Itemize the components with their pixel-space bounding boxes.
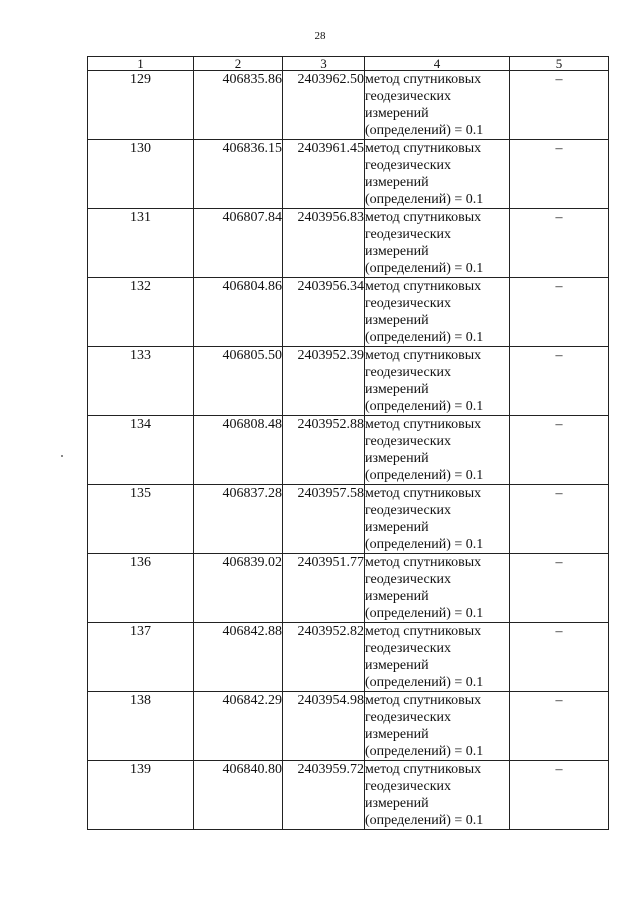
method-line: измерений [365, 313, 429, 328]
note-cell: – [510, 71, 609, 140]
method-line: метод спутниковых [365, 72, 482, 87]
method-line: геодезических [365, 158, 452, 173]
x-coordinate-cell: 406808.48 [194, 416, 283, 485]
table-row [88, 71, 609, 140]
method-cell [365, 278, 510, 347]
method-cell [365, 692, 510, 761]
y-coordinate-cell: 2403962.50 [283, 71, 365, 140]
method-cell [365, 554, 510, 623]
x-coordinate-cell: 406842.29 [194, 692, 283, 761]
note-cell: – [510, 554, 609, 623]
table-row [88, 209, 609, 278]
note-cell: – [510, 140, 609, 209]
method-line: геодезических [365, 779, 452, 794]
method-line: (определений) = 0.1 [365, 330, 484, 345]
method-line: метод спутниковых [365, 555, 482, 570]
method-line: (определений) = 0.1 [365, 123, 484, 138]
x-coordinate-cell: 406835.86 [194, 71, 283, 140]
table-row [88, 692, 609, 761]
note-cell: – [510, 347, 609, 416]
x-coordinate-cell: 406804.86 [194, 278, 283, 347]
y-coordinate-cell: 2403952.39 [283, 347, 365, 416]
method-line: метод спутниковых [365, 624, 482, 639]
header-col-3: 3 [283, 57, 365, 71]
method-line: геодезических [365, 365, 452, 380]
y-coordinate-cell: 2403959.72 [283, 761, 365, 830]
method-line: (определений) = 0.1 [365, 468, 484, 483]
method-line: метод спутниковых [365, 210, 482, 225]
table-row [88, 554, 609, 623]
method-line: (определений) = 0.1 [365, 813, 484, 828]
note-cell: – [510, 485, 609, 554]
method-cell [365, 140, 510, 209]
table-row [88, 416, 609, 485]
method-line: метод спутниковых [365, 417, 482, 432]
point-number-cell: 137 [88, 623, 194, 692]
method-line: геодезических [365, 503, 452, 518]
method-line: (определений) = 0.1 [365, 537, 484, 552]
point-number-cell: 130 [88, 140, 194, 209]
method-line: (определений) = 0.1 [365, 675, 484, 690]
x-coordinate-cell: 406836.15 [194, 140, 283, 209]
method-line: геодезических [365, 227, 452, 242]
note-cell: – [510, 623, 609, 692]
note-cell: – [510, 692, 609, 761]
method-line: измерений [365, 106, 429, 121]
note-cell: – [510, 209, 609, 278]
method-cell [365, 347, 510, 416]
method-line: метод спутниковых [365, 141, 482, 156]
note-cell: – [510, 416, 609, 485]
method-line: метод спутниковых [365, 348, 482, 363]
method-line: метод спутниковых [365, 693, 482, 708]
point-number-cell: 138 [88, 692, 194, 761]
method-line: геодезических [365, 296, 452, 311]
method-line: метод спутниковых [365, 762, 482, 777]
table-header [88, 57, 609, 71]
point-number-cell: 131 [88, 209, 194, 278]
coordinates-table [87, 56, 609, 830]
point-number-cell: 132 [88, 278, 194, 347]
y-coordinate-cell: 2403952.82 [283, 623, 365, 692]
table-row [88, 761, 609, 830]
x-coordinate-cell: 406807.84 [194, 209, 283, 278]
table-row [88, 140, 609, 209]
y-coordinate-cell: 2403952.88 [283, 416, 365, 485]
table-row [88, 278, 609, 347]
x-coordinate-cell: 406837.28 [194, 485, 283, 554]
method-line: измерений [365, 727, 429, 742]
method-cell [365, 416, 510, 485]
method-line: метод спутниковых [365, 279, 482, 294]
method-line: измерений [365, 589, 429, 604]
y-coordinate-cell: 2403961.45 [283, 140, 365, 209]
method-line: измерений [365, 658, 429, 673]
point-number-cell: 136 [88, 554, 194, 623]
y-coordinate-cell: 2403956.83 [283, 209, 365, 278]
method-line: (определений) = 0.1 [365, 744, 484, 759]
header-col-4: 4 [365, 57, 510, 71]
method-line: измерений [365, 520, 429, 535]
y-coordinate-cell: 2403951.77 [283, 554, 365, 623]
method-cell [365, 485, 510, 554]
table-row [88, 623, 609, 692]
y-coordinate-cell: 2403954.98 [283, 692, 365, 761]
x-coordinate-cell: 406839.02 [194, 554, 283, 623]
point-number-cell: 129 [88, 71, 194, 140]
y-coordinate-cell: 2403957.58 [283, 485, 365, 554]
method-line: измерений [365, 796, 429, 811]
method-cell [365, 761, 510, 830]
point-number-cell: 139 [88, 761, 194, 830]
table-row [88, 485, 609, 554]
method-line: (определений) = 0.1 [365, 399, 484, 414]
method-line: (определений) = 0.1 [365, 261, 484, 276]
method-line: метод спутниковых [365, 486, 482, 501]
method-line: измерений [365, 382, 429, 397]
header-col-1: 1 [88, 57, 194, 71]
method-line: геодезических [365, 434, 452, 449]
header-row [88, 57, 609, 71]
x-coordinate-cell: 406842.88 [194, 623, 283, 692]
scan-speck [61, 455, 63, 457]
method-line: измерений [365, 244, 429, 259]
method-line: (определений) = 0.1 [365, 606, 484, 621]
method-cell [365, 71, 510, 140]
page-number: 28 [314, 30, 326, 42]
point-number-cell: 134 [88, 416, 194, 485]
note-cell: – [510, 761, 609, 830]
header-col-5: 5 [510, 57, 609, 71]
method-line: измерений [365, 175, 429, 190]
method-line: геодезических [365, 572, 452, 587]
header-col-2: 2 [194, 57, 283, 71]
method-cell [365, 209, 510, 278]
note-cell: – [510, 278, 609, 347]
method-line: геодезических [365, 710, 452, 725]
x-coordinate-cell: 406840.80 [194, 761, 283, 830]
y-coordinate-cell: 2403956.34 [283, 278, 365, 347]
table-body [88, 71, 609, 830]
method-line: измерений [365, 451, 429, 466]
point-number-cell: 135 [88, 485, 194, 554]
method-line: геодезических [365, 641, 452, 656]
method-cell [365, 623, 510, 692]
method-line: геодезических [365, 89, 452, 104]
point-number-cell: 133 [88, 347, 194, 416]
x-coordinate-cell: 406805.50 [194, 347, 283, 416]
method-line: (определений) = 0.1 [365, 192, 484, 207]
table-row [88, 347, 609, 416]
